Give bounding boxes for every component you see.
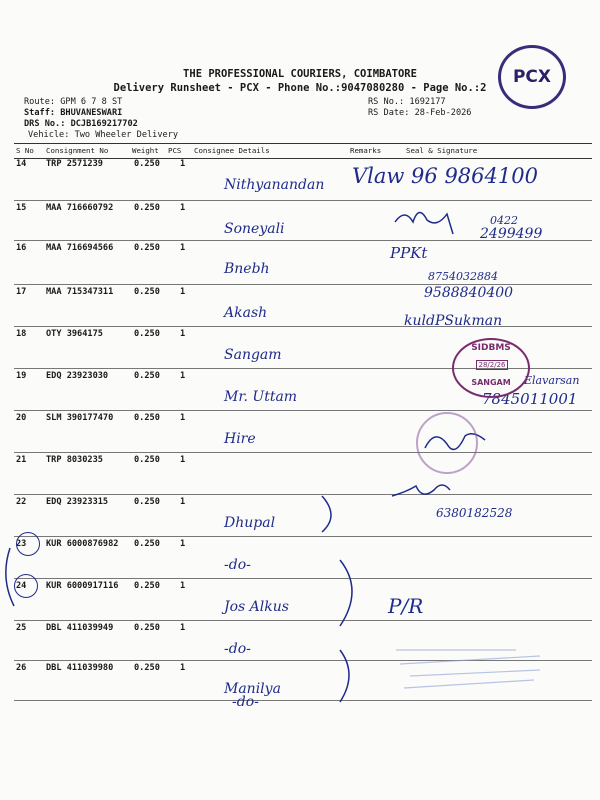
- cell-consignment: KUR 6000876982: [46, 539, 119, 549]
- rs-date-label: RS Date: 28-Feb-2026: [368, 108, 472, 118]
- stamp-bottom-text: SANGAM: [471, 378, 511, 387]
- cell-pcs: 1: [180, 581, 186, 591]
- cell-consignment: TRP 2571239: [46, 159, 103, 169]
- cell-weight: 0.250: [134, 497, 160, 507]
- logo-text: PCX: [512, 67, 552, 87]
- cell-consignment: KUR 6000917116: [46, 581, 119, 591]
- col-consignment: Consignment No: [46, 146, 109, 155]
- cell-sno: 14: [16, 159, 27, 169]
- col-weight: Weight: [132, 146, 159, 155]
- cell-sno: 26: [16, 663, 27, 673]
- sig-row-15-b: 2499499: [480, 226, 543, 242]
- cell-weight: 0.250: [134, 413, 160, 423]
- cell-consignment: SLM 390177470: [46, 413, 114, 423]
- document-title: THE PROFESSIONAL COURIERS, COIMBATORE: [183, 68, 417, 80]
- sig-row-16-c: 9588840400: [424, 285, 514, 301]
- cell-sno: 22: [16, 497, 27, 507]
- cell-consignment: DBL 411039949: [46, 623, 114, 633]
- margin-mark: [6, 548, 14, 606]
- bracket-22-23: [322, 496, 331, 532]
- cell-consignment: MAA 716694566: [46, 243, 114, 253]
- cell-sno: 24: [16, 581, 27, 591]
- sig-row-24: P/R: [388, 594, 424, 618]
- cell-weight: 0.250: [134, 539, 160, 549]
- cell-pcs: 1: [180, 203, 186, 213]
- sig-row-16-a: PPKt: [390, 244, 428, 262]
- col-seal: Seal & Signature: [406, 146, 478, 155]
- cell-weight: 0.250: [134, 455, 160, 465]
- cell-sno: 20: [16, 413, 27, 423]
- cell-sno: 18: [16, 329, 27, 339]
- cell-weight: 0.250: [134, 287, 160, 297]
- cell-pcs: 1: [180, 413, 186, 423]
- consignee-handwriting: Bnebh: [224, 261, 270, 277]
- sig-row-15-a: 0422: [490, 214, 518, 227]
- faded-stamp: [416, 412, 478, 474]
- consignee-handwriting: Dhupal: [224, 515, 276, 531]
- cell-sno: 21: [16, 455, 27, 465]
- cell-pcs: 1: [180, 623, 186, 633]
- document-subtitle: Delivery Runsheet - PCX - Phone No.:9047080280 - Page No.:2: [113, 82, 487, 94]
- cell-sno: 23: [16, 539, 27, 549]
- bracket-24-25: [340, 560, 352, 626]
- consignee-handwriting: -do-: [224, 557, 251, 573]
- sidbms-stamp: [452, 338, 530, 398]
- consignee-handwriting: Sangam: [224, 347, 282, 363]
- sig-row-17: kuldPSukman: [404, 313, 503, 329]
- consignee-handwriting: Nithyanandan: [224, 177, 325, 193]
- cell-pcs: 1: [180, 159, 186, 169]
- cell-consignment: TRP 8030235: [46, 455, 103, 465]
- circle-mark-23: [16, 532, 40, 556]
- col-remarks: Remarks: [350, 146, 382, 155]
- sig-row-22: 6380182528: [436, 506, 513, 520]
- circle-mark-24: [14, 574, 38, 598]
- cell-sno: 17: [16, 287, 27, 297]
- consignee-row-26-do: -do-: [232, 694, 259, 710]
- cell-sno: 19: [16, 371, 27, 381]
- cell-pcs: 1: [180, 497, 186, 507]
- faint-stamp: [396, 650, 540, 688]
- cell-consignment: MAA 715347311: [46, 287, 114, 297]
- cell-weight: 0.250: [134, 663, 160, 673]
- cell-consignment: DBL 411039980: [46, 663, 114, 673]
- cell-pcs: 1: [180, 287, 186, 297]
- cell-sno: 15: [16, 203, 27, 213]
- stamp-top-text: SIDBMS: [471, 343, 511, 353]
- cell-weight: 0.250: [134, 203, 160, 213]
- sig-row-14: Vlaw 96 9864100: [352, 164, 538, 188]
- consignee-handwriting: Mr. Uttam: [224, 389, 298, 405]
- scribble-row-15: [395, 212, 453, 234]
- consignee-handwriting: Hire: [224, 431, 256, 447]
- cell-pcs: 1: [180, 663, 186, 673]
- consignee-handwriting: Jos Alkus: [224, 599, 289, 615]
- consignee-handwriting: Akash: [224, 305, 268, 321]
- route-label: Route: GPM 6 7 8 ST: [24, 97, 123, 107]
- sig-row-19-a: Elavarsan: [524, 374, 580, 387]
- cell-consignment: EDQ 23923030: [46, 371, 109, 381]
- cell-weight: 0.250: [134, 243, 160, 253]
- cell-pcs: 1: [180, 329, 186, 339]
- scribble-row-22: [392, 485, 450, 496]
- rs-no-label: RS No.: 1692177: [368, 97, 446, 107]
- consignee-handwriting: -do-: [224, 641, 251, 657]
- cell-consignment: OTY 3964175: [46, 329, 103, 339]
- cell-consignment: MAA 716660792: [46, 203, 114, 213]
- stamp-date: 28/2/26: [476, 360, 508, 370]
- cell-pcs: 1: [180, 539, 186, 549]
- col-details: Consignee Details: [194, 146, 270, 155]
- consignee-handwriting: Soneyali: [224, 221, 285, 237]
- col-sno: S No: [16, 146, 34, 155]
- drs-label: DRS No.: DCJB169217702: [24, 119, 138, 129]
- cell-weight: 0.250: [134, 371, 160, 381]
- col-pcs: PCS: [168, 146, 182, 155]
- cell-weight: 0.250: [134, 623, 160, 633]
- cell-sno: 25: [16, 623, 27, 633]
- cell-pcs: 1: [180, 243, 186, 253]
- cell-weight: 0.250: [134, 159, 160, 169]
- cell-consignment: EDQ 23923315: [46, 497, 109, 507]
- staff-label: Staff: BHUVANESWARI: [24, 108, 123, 118]
- sig-row-19-b: 7845011001: [482, 390, 578, 408]
- cell-pcs: 1: [180, 371, 186, 381]
- consignee-handwriting: Manilya: [224, 681, 281, 697]
- cell-weight: 0.250: [134, 581, 160, 591]
- cell-sno: 16: [16, 243, 27, 253]
- cell-weight: 0.250: [134, 329, 160, 339]
- bracket-26: [340, 650, 349, 702]
- sig-row-16-b: 8754032884: [428, 270, 498, 283]
- vehicle-label: Vehicle: Two Wheeler Delivery: [28, 130, 179, 140]
- cell-pcs: 1: [180, 455, 186, 465]
